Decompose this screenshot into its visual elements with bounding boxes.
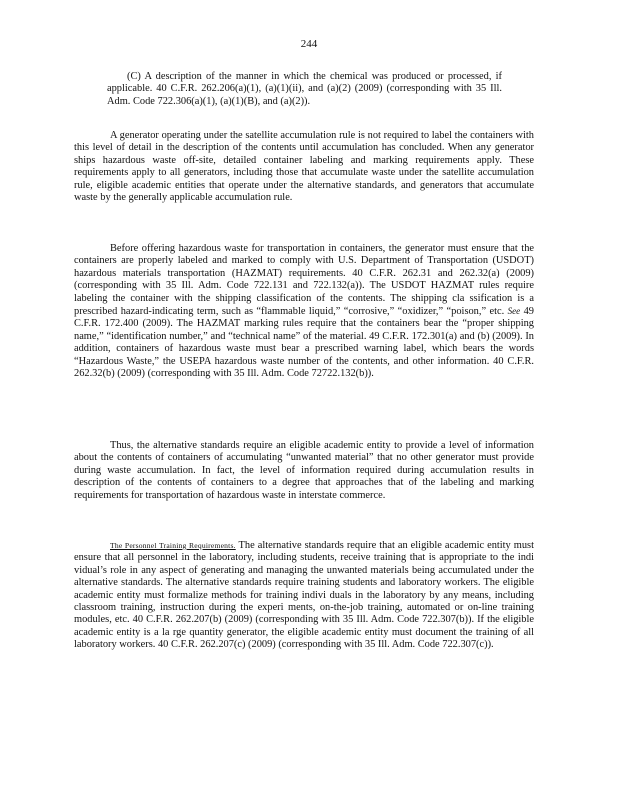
paragraph-text-continued: 49 C.F.R. 172.400 (2009). The HAZMAT marking rules require that the containers bear the “proper shipping name,” “identification number,” and “technical name” of the material. 49 C.F.R. 172.301(a) and (b) (2009). In addition, containers of hazardous waste must bear a prescribed warning label, which bears the words “Hazardous Waste,” the USEPA hazardous waste number of the contents, and other information. 40 C.F.R. 262.32(b) (2009) (corresponding with 35 Ill. Adm. Code 72722.132(b)). [74, 306, 534, 380]
paragraph-transportation-labeling [74, 243, 534, 380]
paragraph-satellite-accumulation: A generator operating under the satellite accumulation rule is not required to label the containers with this level of detail in the description of the contents until accumulation has concluded. When any generator ships hazardous waste off-site, detailed container labeling and marking requirements apply. These requirements apply to all generators, including those that accumulate waste under the satellite accumulation rule, eligible academic entities that operate under the alternative standards, and generators that accumulate waste by the generally applicable accumulation rule. [74, 130, 534, 204]
paragraph-c-description: (C) A description of the manner in which the chemical was produced or processed, if applicable. 40 C.F.R. 262.206(a)(1), (a)(1)(ii), and (a)(2) (2009) (corresponding with 35 Ill. Adm. Code 722.306(a)(1), (a)(1)(B), and (a)(2)). [107, 71, 502, 107]
section-heading: The Personnel Training Requirements. [110, 541, 236, 550]
paragraph-text: Before offering hazardous waste for transportation in containers, the generator must ensure that the containers are properly labeled and marked to comply with U.S. Department of Transportation (USDOT) hazardous materials transportation (HAZMAT) requirements. 40 C.F.R. 262.31 and 262.32(a) (2009) (corresponding with 35 Ill. Adm. Code 722.131 and 722.132(a)). The USDOT HAZMAT rules require labeling the container with the shipping classification of the contents. The shipping cla ssification is a prescribed hazard-indicating term, such as “flammable liquid,” “corrosive,” “oxidizer,” “poison,” etc. [74, 243, 534, 318]
page-number: 244 [300, 38, 318, 50]
paragraph-personnel-training [74, 540, 534, 652]
see-citation-signal: See [507, 306, 521, 317]
paragraph-text: The alternative standards require that an eligible academic entity must ensure that all personnel in the laboratory, including students, receive training that is appropriate to the indi vidual’s role in any aspect of generating and managing the unwanted materials being accumulated under the alternative standards. The alternative standards require training students and laboratory workers. The eligible academic entity must formalize methods for training indivi duals in the laboratory by any means, including classroom training, instruction during the experi ments, on-the-job training, automated or on-line training modules, etc. 40 C.F.R. 262.207(b) (2009) (corresponding with 35 Ill. Adm. Code 722.307(b)). If the eligible academic entity is a la rge quantity generator, the eligible academic entity must document the training of all laboratory workers. 40 C.F.R. 262.207(c) (2009) (corresponding with 35 Ill. Adm. Code 722.307(c)). [74, 540, 534, 651]
paragraph-alternative-standards: Thus, the alternative standards require an eligible academic entity to provide a level of information about the contents of containers of accumulating “unwanted material” that no other generator must provide during waste accumulation. In fact, the level of information required during accumulation results in description of the contents of containers to a degree that approaches that of the labeling and marking requirements for transportation of hazardous waste in interstate commerce. [74, 440, 534, 501]
